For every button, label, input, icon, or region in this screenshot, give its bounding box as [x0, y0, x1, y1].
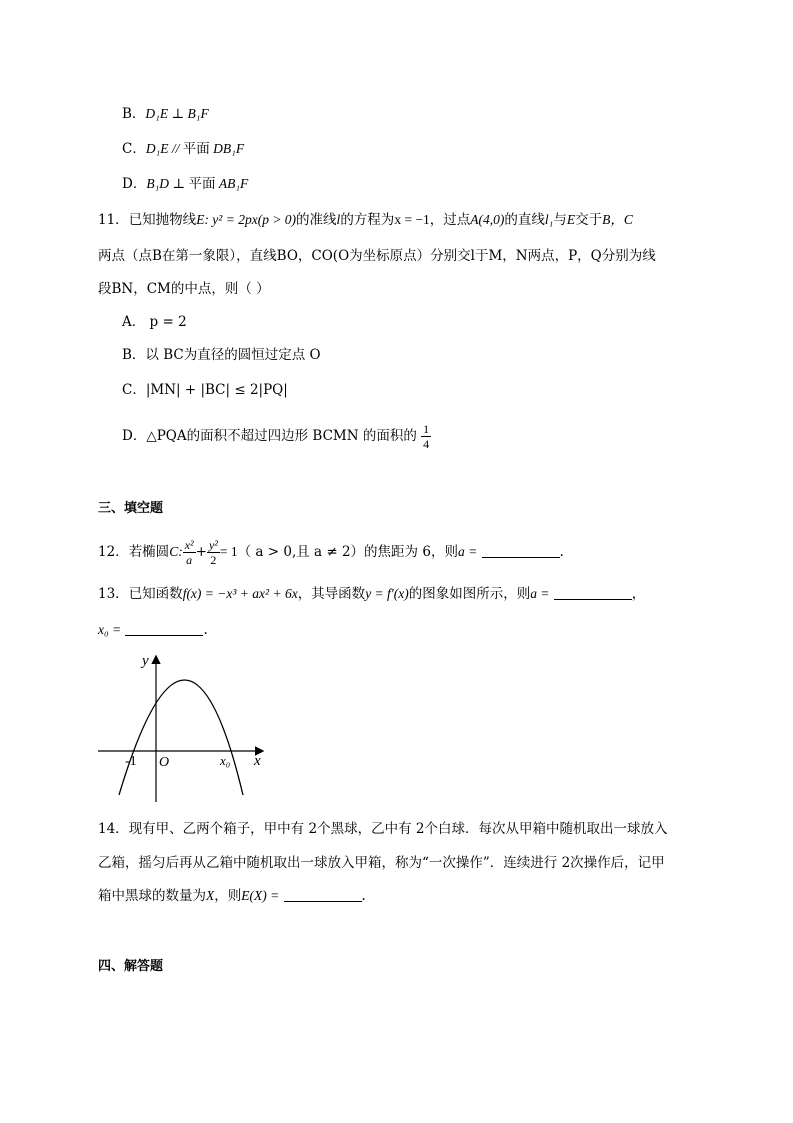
- q12-answer-blank[interactable]: [482, 543, 560, 558]
- y-axis-label: y: [142, 653, 149, 669]
- q10-option-c: C．D₁E // 平面 DB₁F: [122, 141, 245, 157]
- q11-option-b: B．以 BC为直径的圆恒过定点 O: [122, 347, 321, 363]
- q11-line3: 段BN，CM的中点，则（ ）: [98, 281, 270, 297]
- q10-option-d: D．B₁D ⊥ 平面 AB₁F: [122, 176, 249, 192]
- q11-option-d: D．△PQA的面积不超过四边形 BCMN 的面积的 $\frac{1}{4}$: [122, 422, 430, 451]
- q14-answer-blank[interactable]: [284, 887, 362, 902]
- q11-option-c: C．|MN| + |BC| ≤ 2|PQ|: [122, 382, 288, 398]
- origin-label: O: [159, 755, 170, 770]
- q13-a-answer-blank[interactable]: [554, 585, 632, 600]
- section-fill-in-title: 三、填空题: [98, 501, 164, 516]
- q12-frac-x: $\frac{\text{x²}}{a}$: [184, 538, 194, 567]
- neg-one-label: -1: [125, 754, 137, 769]
- q13-x0-answer-blank[interactable]: [125, 621, 203, 636]
- q13-line2: x₀ = .: [98, 622, 208, 638]
- q11-line1: 11．已知抛物线E: y² = 2px(p > 0)的准线l的方程为x = −1，过点A(4,0)的直线l₁与E交于B，C: [98, 212, 633, 228]
- derivative-graph: [90, 645, 275, 810]
- q12-line: 12．若椭圆C: $\frac{\text{x²}}{a}$ + $\frac{\text{y²}}{2}$ = 1（ a > 0,且 a ≠ 2）的焦距为 6，则a = .: [98, 538, 564, 567]
- x0-label: x₀: [220, 753, 231, 768]
- derivative-curve: [119, 680, 243, 795]
- q14-line1: 14．现有甲、乙两个箱子，甲中有 2个黑球，乙中有 2个白球．每次从甲箱中随机取出一球放入: [98, 821, 668, 837]
- section-answer-title: 四、解答题: [98, 959, 164, 974]
- q11-fraction: $\frac{1}{4}$: [423, 422, 430, 451]
- q11-option-a: A． p = 2: [122, 314, 187, 330]
- q14-line3: 箱中黑球的数量为X，则E(X) = .: [98, 888, 366, 904]
- x-axis-label: x: [254, 753, 261, 769]
- q12-frac-y: $\frac{\text{y²}}{2}$: [208, 538, 218, 567]
- q10-option-b: B．D₁E ⊥ B₁F: [122, 106, 209, 122]
- q14-line2: 乙箱，摇匀后再从乙箱中随机取出一球放入甲箱，称为“一次操作”．连续进行 2次操作后，记甲: [98, 855, 665, 871]
- q11-line2: 两点（点B在第一象限），直线BO，CO(O为坐标原点）分别交l于M，N两点，P，Q分别为线: [98, 248, 656, 264]
- q13-line1: 13．已知函数f(x) = −x³ + ax² + 6x，其导函数y = f′(x)的图象如图所示，则a = ，: [98, 586, 646, 602]
